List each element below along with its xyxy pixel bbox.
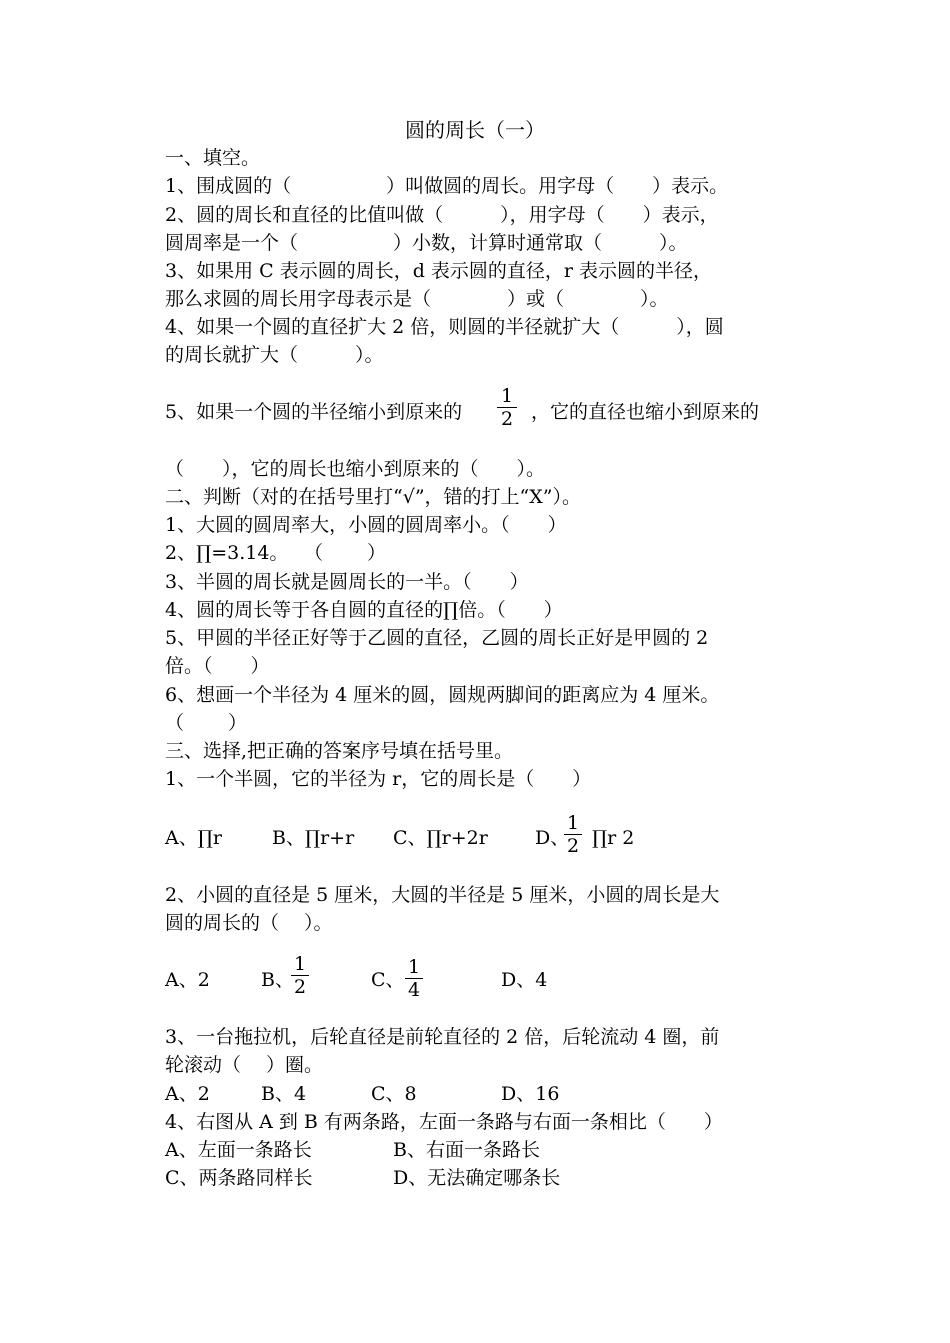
- fraction-one-half: [564, 812, 582, 857]
- mc-q3-option-a: A、2: [165, 1083, 210, 1105]
- fraction-numerator: 1: [566, 812, 580, 834]
- tf-q3: 3、半圆的周长就是圆周长的一半。（ ）: [165, 571, 529, 593]
- section-fill-in: 一、填空。: [165, 147, 261, 169]
- mc-q1-option-d: D、: [535, 827, 570, 849]
- mc-q3-option-b: B、4: [261, 1083, 307, 1105]
- fill-q5-line2: （ ），它的周长也缩小到原来的（ ）。: [165, 458, 546, 480]
- fraction-denominator: 2: [293, 976, 307, 998]
- fraction-one-half: [291, 953, 309, 998]
- tf-q4: 4、圆的周长等于各自圆的直径的∏倍。（ ）: [165, 599, 563, 621]
- tf-q5-line1: 5、甲圆的半径正好等于乙圆的直径，乙圆的周长正好是甲圆的 2: [165, 627, 709, 649]
- tf-q5-line2: 倍。（ ）: [165, 655, 270, 677]
- fraction-denominator: 2: [500, 408, 514, 430]
- mc-q4: 4、右图从 A 到 B 有两条路，左面一条路与右面一条相比（ ）: [165, 1111, 723, 1133]
- fill-q2-line1: 2、圆的周长和直径的比值叫做（ ），用字母（ ）表示，: [165, 204, 719, 226]
- mc-q2-option-a: A、2: [165, 969, 210, 991]
- tf-q6-line2: （ ）: [165, 712, 248, 734]
- fill-q3-line1: 3、如果用 C 表示圆的周长，d 表示圆的直径，r 表示圆的半径，: [165, 260, 713, 282]
- mc-q1-option-c: C、∏r+2r: [393, 827, 488, 849]
- section-multiple-choice: 三、选择,把正确的答案序号填在括号里。: [165, 740, 514, 762]
- mc-q3-line1: 3、一台拖拉机，后轮直径是前轮直径的 2 倍，后轮流动 4 圈，前: [165, 1026, 720, 1048]
- fill-q2-line2: 圆周率是一个（ ）小数，计算时通常取（ ）。: [165, 232, 688, 254]
- page-title: 圆的周长（一）: [405, 118, 545, 142]
- fill-q4-line1: 4、如果一个圆的直径扩大 2 倍，则圆的半径就扩大（ ），圆: [165, 316, 724, 338]
- fraction-numerator: 1: [407, 956, 421, 978]
- fraction-one-half: [497, 385, 517, 430]
- fill-q5-line1-start: 5、如果一个圆的半径缩小到原来的: [165, 401, 463, 423]
- mc-q2-line1: 2、小圆的直径是 5 厘米，大圆的半径是 5 厘米，小圆的周长是大: [165, 884, 720, 906]
- fill-q4-line2: 的周长就扩大（ ）。: [165, 344, 384, 366]
- mc-q1-option-d-expr: ∏r 2: [592, 827, 635, 849]
- fraction-one-quarter: [405, 956, 423, 1001]
- fraction-numerator: 1: [500, 385, 514, 407]
- mc-q3-option-c: C、8: [371, 1083, 417, 1105]
- fill-q3-line2: 那么求圆的周长用字母表示是（ ）或（ ）。: [165, 288, 669, 310]
- mc-q4-option-b: B、右面一条路长: [393, 1139, 540, 1161]
- tf-q1: 1、大圆的圆周率大，小圆的圆周率小。（ ）: [165, 514, 567, 536]
- fraction-denominator: 2: [566, 835, 580, 857]
- tf-q6-line1: 6、想画一个半径为 4 厘米的圆，圆规两脚间的距离应为 4 厘米。: [165, 684, 720, 706]
- mc-q1-option-b: B、∏r+r: [272, 827, 355, 849]
- mc-q1: 1、一个半圆，它的半径为 r，它的周长是（ ）: [165, 768, 592, 790]
- mc-q2-line2: 圆的周长的（ ）。: [165, 912, 333, 934]
- mc-q3-line2: 轮滚动（ ）圈。: [165, 1054, 324, 1076]
- mc-q2-option-b: B、: [261, 969, 294, 991]
- fill-q5-line1-end: ，它的直径也缩小到原来的: [531, 401, 760, 423]
- mc-q4-option-d: D、无法确定哪条长: [393, 1167, 561, 1189]
- tf-q2: 2、∏=3.14。 （ ）: [165, 542, 387, 564]
- fraction-numerator: 1: [293, 953, 307, 975]
- mc-q4-option-a: A、左面一条路长: [165, 1139, 312, 1161]
- section-true-false: 二、判断（对的在括号里打“√”，错的打上“X”）。: [165, 486, 581, 508]
- mc-q1-option-a: A、∏r: [165, 827, 222, 849]
- fill-q1: 1、围成圆的（ ）叫做圆的周长。用字母（ ）表示。: [165, 175, 729, 197]
- mc-q3-option-d: D、16: [501, 1083, 560, 1105]
- fraction-denominator: 4: [407, 979, 421, 1001]
- mc-q2-option-c: C、: [371, 969, 405, 991]
- mc-q4-option-c: C、两条路同样长: [165, 1167, 313, 1189]
- mc-q2-option-d: D、4: [501, 969, 548, 991]
